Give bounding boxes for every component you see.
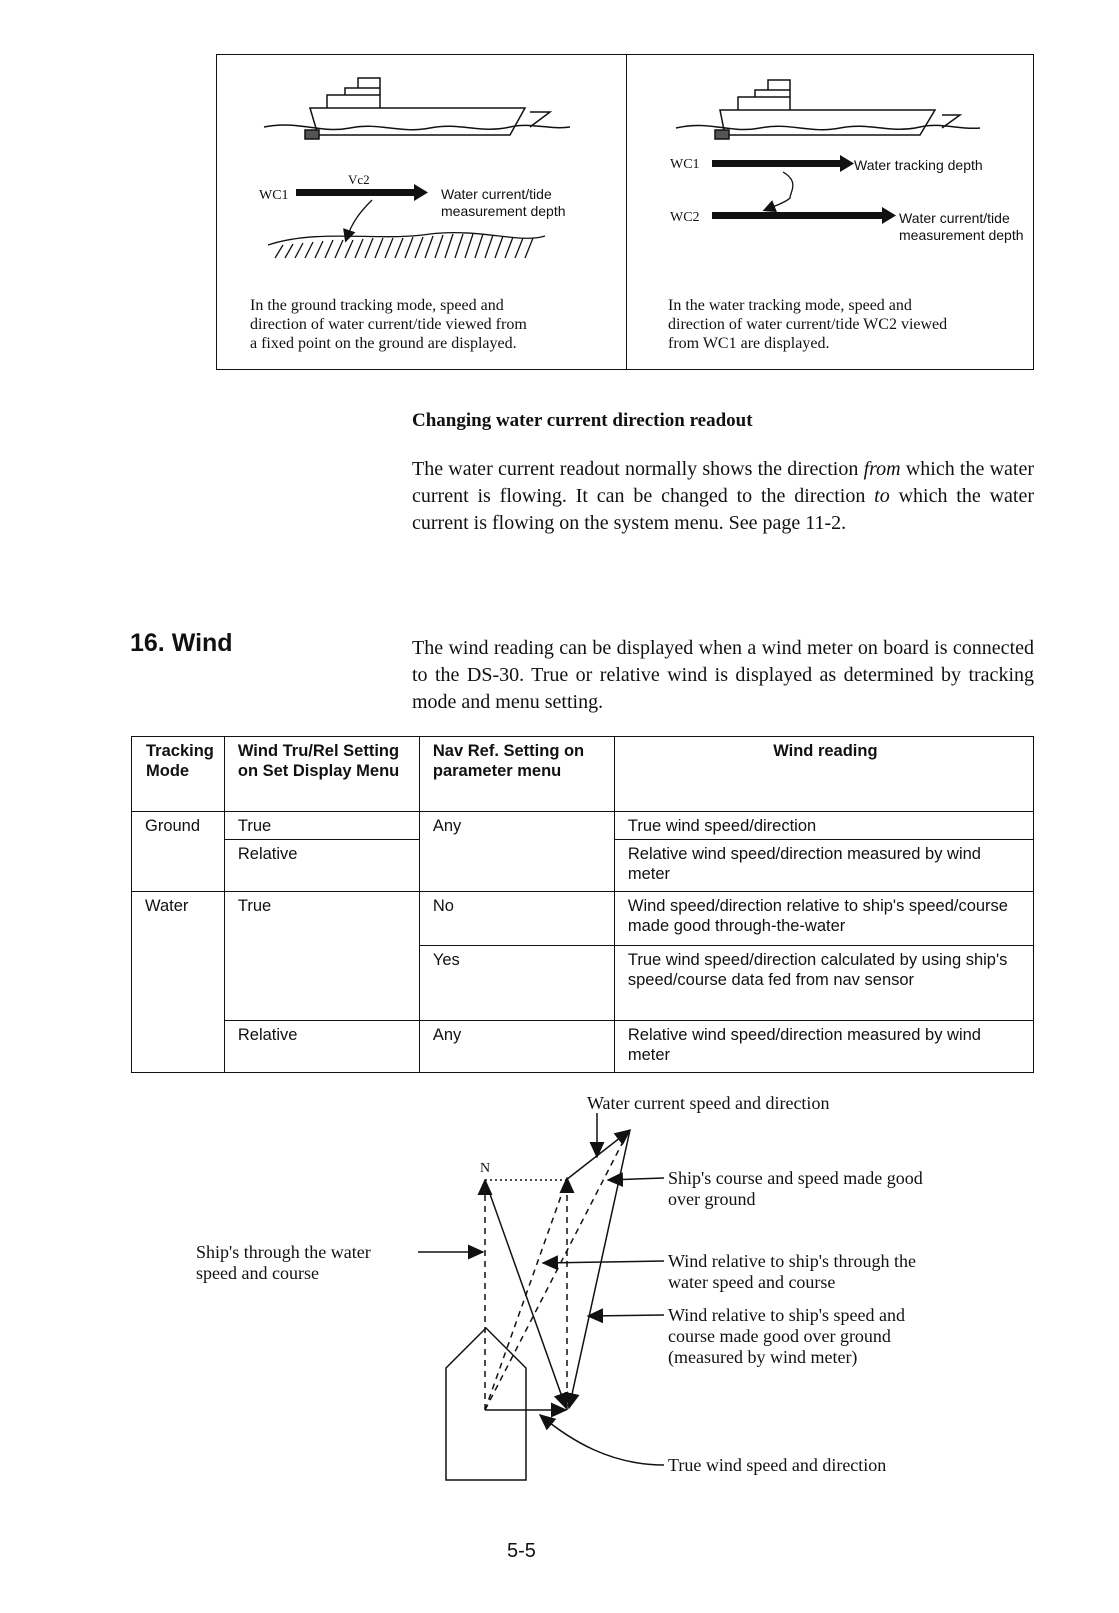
label-vc2: Vc2 <box>348 172 370 187</box>
label-water-current-left-1: Water current/tide <box>441 186 552 202</box>
cell-any: Any <box>419 1021 614 1073</box>
label-course-ground <box>668 1168 923 1210</box>
water-current-vector <box>566 1130 630 1180</box>
ship-left-icon <box>264 78 570 139</box>
para-emph-from: from <box>863 458 901 480</box>
caption-water-line-2: direction of water current/tide WC2 viewed <box>668 316 948 333</box>
cell-no: No <box>419 892 614 946</box>
north-label: N <box>480 1161 491 1176</box>
cell-any: Any <box>419 812 614 892</box>
th-tracking-mode: Tracking Mode <box>132 737 225 812</box>
label-through-water-1: Ship's through the water <box>196 1242 371 1262</box>
th-wind-setting: Wind Tru/Rel Setting on Set Display Menu <box>224 737 419 812</box>
caption-ground-mode <box>250 296 527 353</box>
cell-water: Water <box>132 892 225 1073</box>
label-wind-relative-water-2: water speed and course <box>668 1272 836 1292</box>
ship-outline-icon <box>446 1328 526 1480</box>
para-part-c: which the water current is flowing on the system menu. See page 11-2. <box>412 485 1034 534</box>
cell-true: True <box>224 812 419 840</box>
table-header-row <box>132 737 1034 812</box>
label-through-water-2: speed and course <box>196 1263 319 1283</box>
tracking-mode-figure <box>0 0 1119 400</box>
label-wind-relative-water-1: Wind relative to ship's through the <box>668 1251 916 1271</box>
leader-true-wind <box>540 1415 664 1465</box>
label-course-ground-2: over ground <box>668 1189 756 1209</box>
cell-reading: Wind speed/direction relative to ship's speed/course made good through-the-water <box>614 892 1033 946</box>
cell-reading: Relative wind speed/direction measured by wind meter <box>614 840 1033 892</box>
true-wind-diagonal <box>485 1132 628 1410</box>
label-water-current-right-2: measurement depth <box>899 227 1024 243</box>
para-part-a: The water current readout normally shows the direction <box>412 458 864 480</box>
cell-ground: Ground <box>132 812 225 892</box>
section-title: 16. Wind <box>130 629 233 657</box>
label-water-current-left-2: measurement depth <box>441 203 566 219</box>
current-direction-paragraph <box>412 456 1034 537</box>
table-row <box>132 812 1034 840</box>
th-wind-reading: Wind reading <box>614 737 1033 812</box>
cell-true: True <box>224 892 419 1021</box>
caption-ground-line-1: In the ground tracking mode, speed and <box>250 297 504 314</box>
label-wc1-left: WC1 <box>259 188 289 203</box>
ship-right-icon <box>676 80 980 139</box>
wind-relative-meter-vector <box>569 1130 630 1408</box>
table-row <box>132 892 1034 946</box>
caption-water-mode <box>668 296 947 353</box>
para-part-b: which the water current is flowing. It can be changed to the direction <box>412 458 1034 507</box>
label-wind-relative-meter <box>668 1305 905 1368</box>
label-water-current-right-1: Water current/tide <box>899 210 1010 226</box>
cell-yes: Yes <box>419 946 614 1021</box>
caption-ground-line-2: direction of water current/tide viewed from <box>250 316 527 333</box>
leader-course-ground <box>608 1178 664 1180</box>
caption-ground-line-3: a fixed point on the ground are displayed. <box>250 335 517 352</box>
label-true-wind: True wind speed and direction <box>668 1455 887 1475</box>
true-wind-diagonal-2 <box>485 1182 566 1410</box>
label-wc1-right: WC1 <box>670 157 700 172</box>
cell-relative: Relative <box>224 840 419 892</box>
leader-wind-relative-water <box>543 1261 664 1263</box>
label-wind-relative-meter-3: (measured by wind meter) <box>668 1347 858 1367</box>
label-course-ground-1: Ship's course and speed made good <box>668 1168 923 1188</box>
label-water-current-speed: Water current speed and direction <box>587 1093 830 1113</box>
seabed-hatch <box>268 233 545 258</box>
caption-water-line-3: from WC1 are displayed. <box>668 335 830 352</box>
wc-curve-right <box>765 172 793 210</box>
label-wind-relative-water <box>668 1251 916 1293</box>
subsection-heading: Changing water current direction readout <box>412 410 753 431</box>
wind-relative-water-vector <box>485 1180 566 1408</box>
wind-table <box>131 736 1034 1073</box>
cell-reading: True wind speed/direction calculated by using ship's speed/course data fed from nav sensor <box>614 946 1033 1021</box>
label-wc2-right: WC2 <box>670 210 700 225</box>
th-nav-ref: Nav Ref. Setting on parameter menu <box>419 737 614 812</box>
label-through-water <box>196 1242 371 1284</box>
caption-water-line-1: In the water tracking mode, speed and <box>668 297 912 314</box>
page-number: 5-5 <box>507 1540 536 1562</box>
vc2-curve <box>346 200 372 240</box>
wind-paragraph: The wind reading can be displayed when a wind meter on board is connected to the DS-30. True or relative wind is displayed as determined by tracking mode and menu setting. <box>412 637 1034 713</box>
cell-reading: Relative wind speed/direction measured by wind meter <box>614 1021 1033 1073</box>
wc1-arrow-right <box>712 155 854 172</box>
label-wind-relative-meter-1: Wind relative to ship's speed and <box>668 1305 905 1325</box>
label-water-tracking-depth: Water tracking depth <box>854 157 983 173</box>
para-emph-to: to <box>874 485 890 507</box>
wc2-arrow-right <box>712 207 896 224</box>
table-row <box>132 1021 1034 1073</box>
label-wind-relative-meter-2: course made good over ground <box>668 1326 891 1346</box>
cell-relative: Relative <box>224 1021 419 1073</box>
cell-reading: True wind speed/direction <box>614 812 1033 840</box>
leader-wind-relative-meter <box>588 1315 664 1316</box>
